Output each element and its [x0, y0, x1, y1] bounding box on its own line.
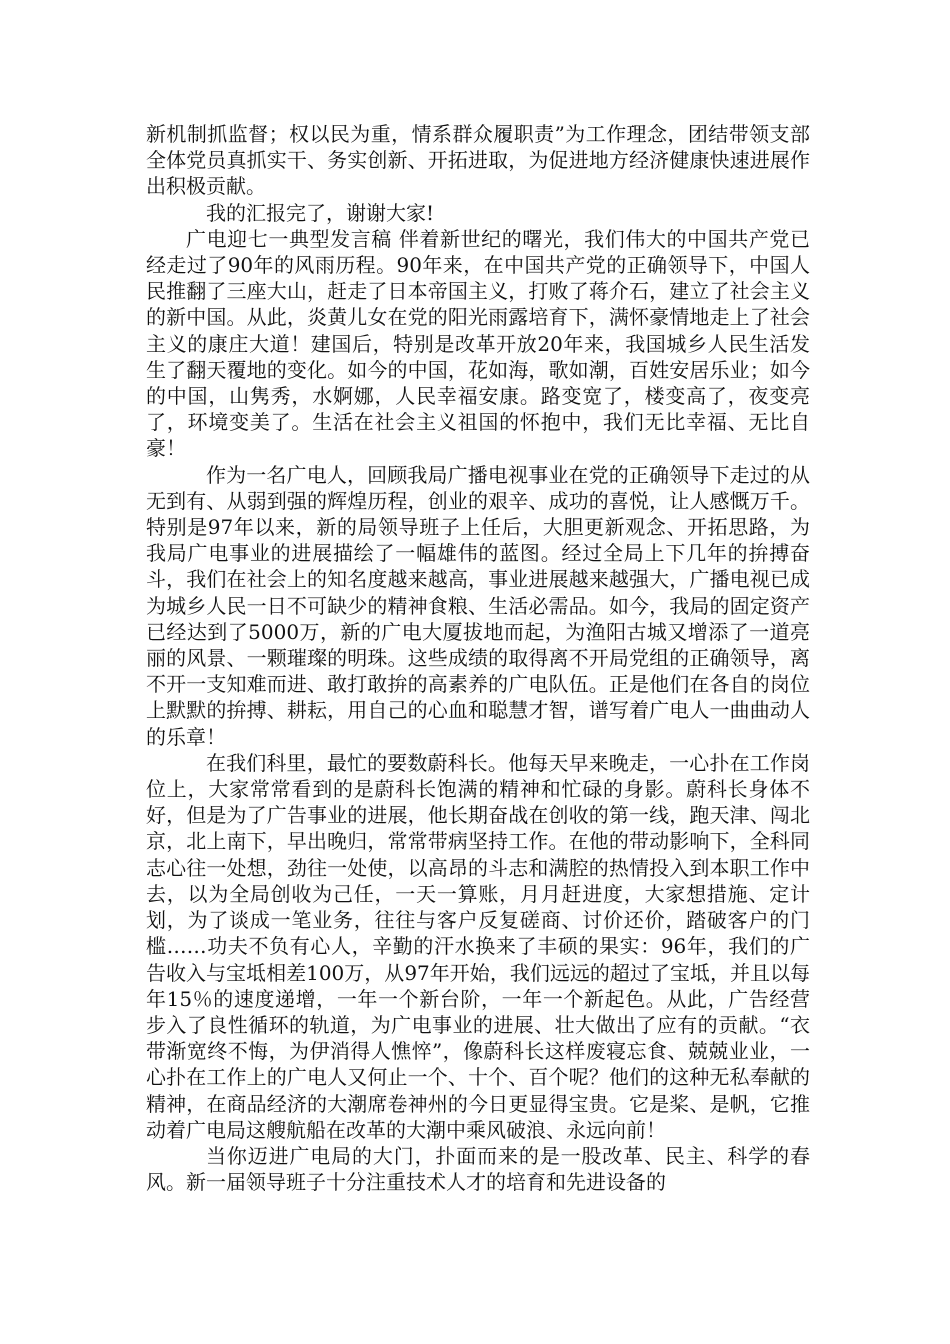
paragraph-4: 作为一名广电人，回顾我局广播电视事业在党的正确领导下走过的从无到有、从弱到强的辉煌历程，创业的艰辛、成功的喜悦，让人感慨万千。特别是97年以来，新的局领导班子上任后，大胆更新观念、开拓思路，为我局广电事业的进展描绘了一幅雄伟的蓝图。经过全局上下几年的拚搏奋斗，我们在社会上的知名度越来越高，事业进展越来越强大，广播电视已成为城乡人民一日不可缺少的精神食粮、生活必需品。如今，我局的固定资产已经达到了5000万，新的广电大厦拔地而起，为渔阳古城又增添了一道亮丽的风景、一颗璀璨的明珠。这些成绩的取得离不开局党组的正确领导，离不开一支知难而进、敢打敢拚的高素养的广电队伍。正是他们在各自的岗位上默默的拚搏、耕耘，用自己的心血和聪慧才智，谱写着广电人一曲曲动人的乐章！	[146, 462, 810, 749]
paragraph-3: 广电迎七一典型发言稿 伴着新世纪的曙光，我们伟大的中国共产党已经走过了90年的风雨历程。90年来，在中国共产党的正确领导下，中国人民推翻了三座大山，赶走了日本帝国主义，打败了蒋介石，建立了社会主义的新中国。从此，炎黄儿女在党的阳光雨露培育下，满怀豪情地走上了社会主义的康庄大道！建国后，特别是改革开放20年来，我国城乡人民生活发生了翻天覆地的变化。如今的中国，花如海，歌如潮，百姓安居乐业；如今的中国，山隽秀，水婀娜，人民幸福安康。路变宽了，楼变高了，夜变亮了，环境变美了。生活在社会主义祖国的怀抱中，我们无比幸福、无比自豪！	[146, 226, 810, 461]
document-page	[146, 121, 810, 1195]
paragraph-5: 在我们科里，最忙的要数蔚科长。他每天早来晚走，一心扑在工作岗位上，大家常常看到的是蔚科长饱满的精神和忙碌的身影。蔚科长身体不好，但是为了广告事业的进展，他长期奋战在创收的第一线，跑天津、闯北京，北上南下，早出晚归，常常带病坚持工作。在他的带动影响下，全科同志心往一处想，劲往一处使，以高昂的斗志和满腔的热情投入到本职工作中去，以为全局创收为己任，一天一算账，月月赶进度，大家想措施、定计划，为了谈成一笔业务，往往与客户反复磋商、讨价还价，踏破客户的门槛……功夫不负有心人，辛勤的汗水换来了丰硕的果实：96年，我们的广告收入与宝坻相差100万，从97年开始，我们远远的超过了宝坻，并且以每年15％的速度递增，一年一个新台阶，一年一个新起色。从此，广告经营步入了良性循环的轨道，为广电事业的进展、壮大做出了应有的贡献。“衣带渐宽终不悔，为伊消得人憔悴”，像蔚科长这样废寝忘食、兢兢业业，一心扑在工作上的广电人又何止一个、十个、百个呢？他们的这种无私奉献的精神，在商品经济的大潮席卷神州的今日更显得宝贵。它是桨、是帆，它推动着广电局这艘航船在改革的大潮中乘风破浪、永远向前！	[146, 750, 810, 1142]
paragraph-1: 新机制抓监督；权以民为重，情系群众履职责”为工作理念，团结带领支部全体党员真抓实干、务实创新、开拓进取，为促进地方经济健康快速进展作出积极贡献。	[146, 122, 810, 199]
paragraph-2: 我的汇报完了，谢谢大家!	[206, 200, 435, 225]
paragraph-6: 当你迈进广电局的大门，扑面而来的是一股改革、民主、科学的春风。新一届领导班子十分注重技术人才的培育和先进设备的	[146, 1143, 810, 1195]
